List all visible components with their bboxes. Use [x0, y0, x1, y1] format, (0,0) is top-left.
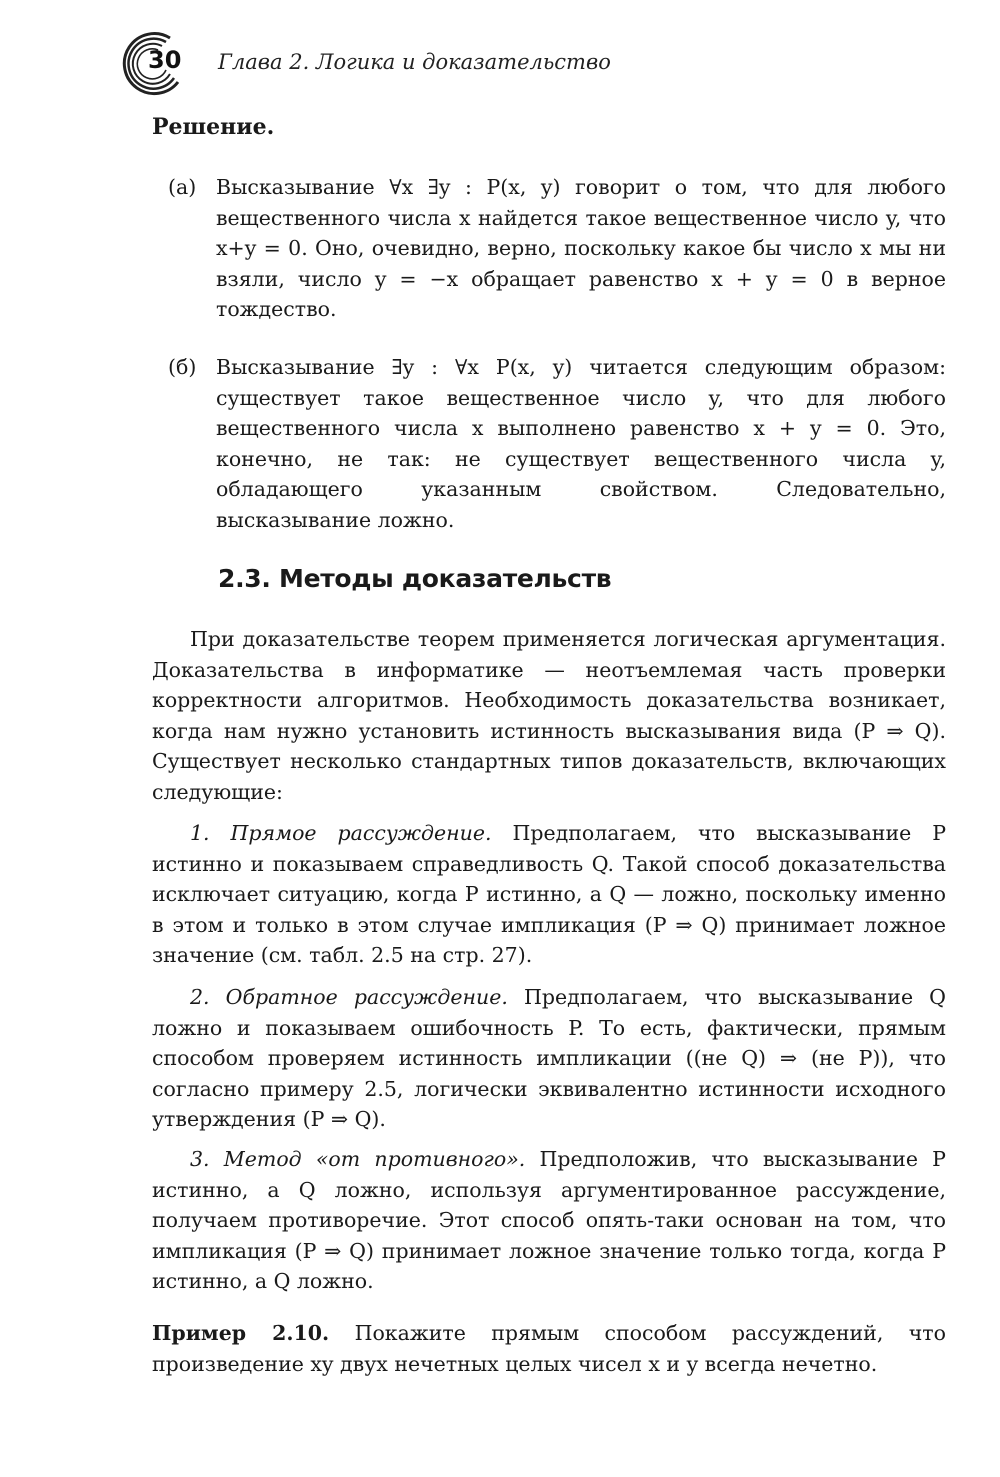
example-2-10 — [152, 1318, 946, 1379]
running-title: Глава 2. Логика и доказательство — [218, 50, 611, 74]
method-direct — [152, 818, 946, 971]
solution-heading: Решение. — [152, 114, 275, 140]
item-a-label: (а) — [168, 175, 197, 199]
method-contradiction — [152, 1144, 946, 1297]
page-header — [118, 30, 638, 100]
section-intro — [152, 624, 946, 807]
section-title: 2.3. Методы доказательств — [218, 564, 612, 593]
method-direct-name: 1. Прямое рассуждение. — [190, 821, 492, 845]
item-b-text: Высказывание ∃y : ∀x P(x, y) читается следующим образом: существует такое вещественное число y, что для любого вещественного числа x выполнено равенство x + y = 0. Это, конечно, не так: не существует вещественного числа y, обладающего указанным свойством. Следовательно, высказывание ложно. — [216, 355, 946, 532]
method-reverse — [152, 982, 946, 1135]
section-intro-text: При доказательстве теорем применяется логическая аргументация. Доказательства в информатике — неотъемлемая часть проверки корректности алгоритмов. Необходимость доказательства возникает, когда нам нужно установить истинность высказывания вида (P ⇒ Q). Существует несколько стандартных типов доказательств, включающих следующие: — [152, 627, 946, 804]
page-number: 30 — [148, 46, 182, 74]
item-b-label: (б) — [168, 355, 197, 379]
example-text: Покажите прямым способом рассуждений, что произведение xy двух нечетных целых чисел x и y всегда нечетно. — [152, 1321, 946, 1376]
item-a-text: Высказывание ∀x ∃y : P(x, y) говорит о том, что для любого вещественного числа x найдется такое вещественное число y, что x+y = 0. Оно, очевидно, верно, поскольку какое бы число x мы ни взяли, число y = −x обращает равенство x + y = 0 в верное тождество. — [216, 175, 946, 321]
method-contradiction-name: 3. Метод «от противного». — [190, 1147, 526, 1171]
method-reverse-name: 2. Обратное рассуждение. — [190, 985, 508, 1009]
method-reverse-text: Предполагаем, что высказывание Q ложно и показываем ошибочность P. То есть, фактически, прямым способом проверяем истинность импликации ((не Q) ⇒ (не P)), что согласно примеру 2.5, логически эквивалентно истинности исходного утверждения (P ⇒ Q). — [152, 985, 946, 1131]
method-direct-text: Предполагаем, что высказывание P истинно и показываем справедливость Q. Такой способ доказательства исключает ситуацию, когда P истинно, а Q — ложно, поскольку именно в этом и только в этом случае импликация (P ⇒ Q) принимает ложное значение (см. табл. 2.5 на стр. 27). — [152, 821, 946, 967]
method-contradiction-text: Предположив, что высказывание P истинно, а Q ложно, используя аргументированное рассуждение, получаем противоречие. Этот способ опять-таки основан на том, что импликация (P ⇒ Q) принимает ложное значение только тогда, когда P истинно, а Q ложно. — [152, 1147, 946, 1293]
example-label: Пример 2.10. — [152, 1321, 330, 1345]
